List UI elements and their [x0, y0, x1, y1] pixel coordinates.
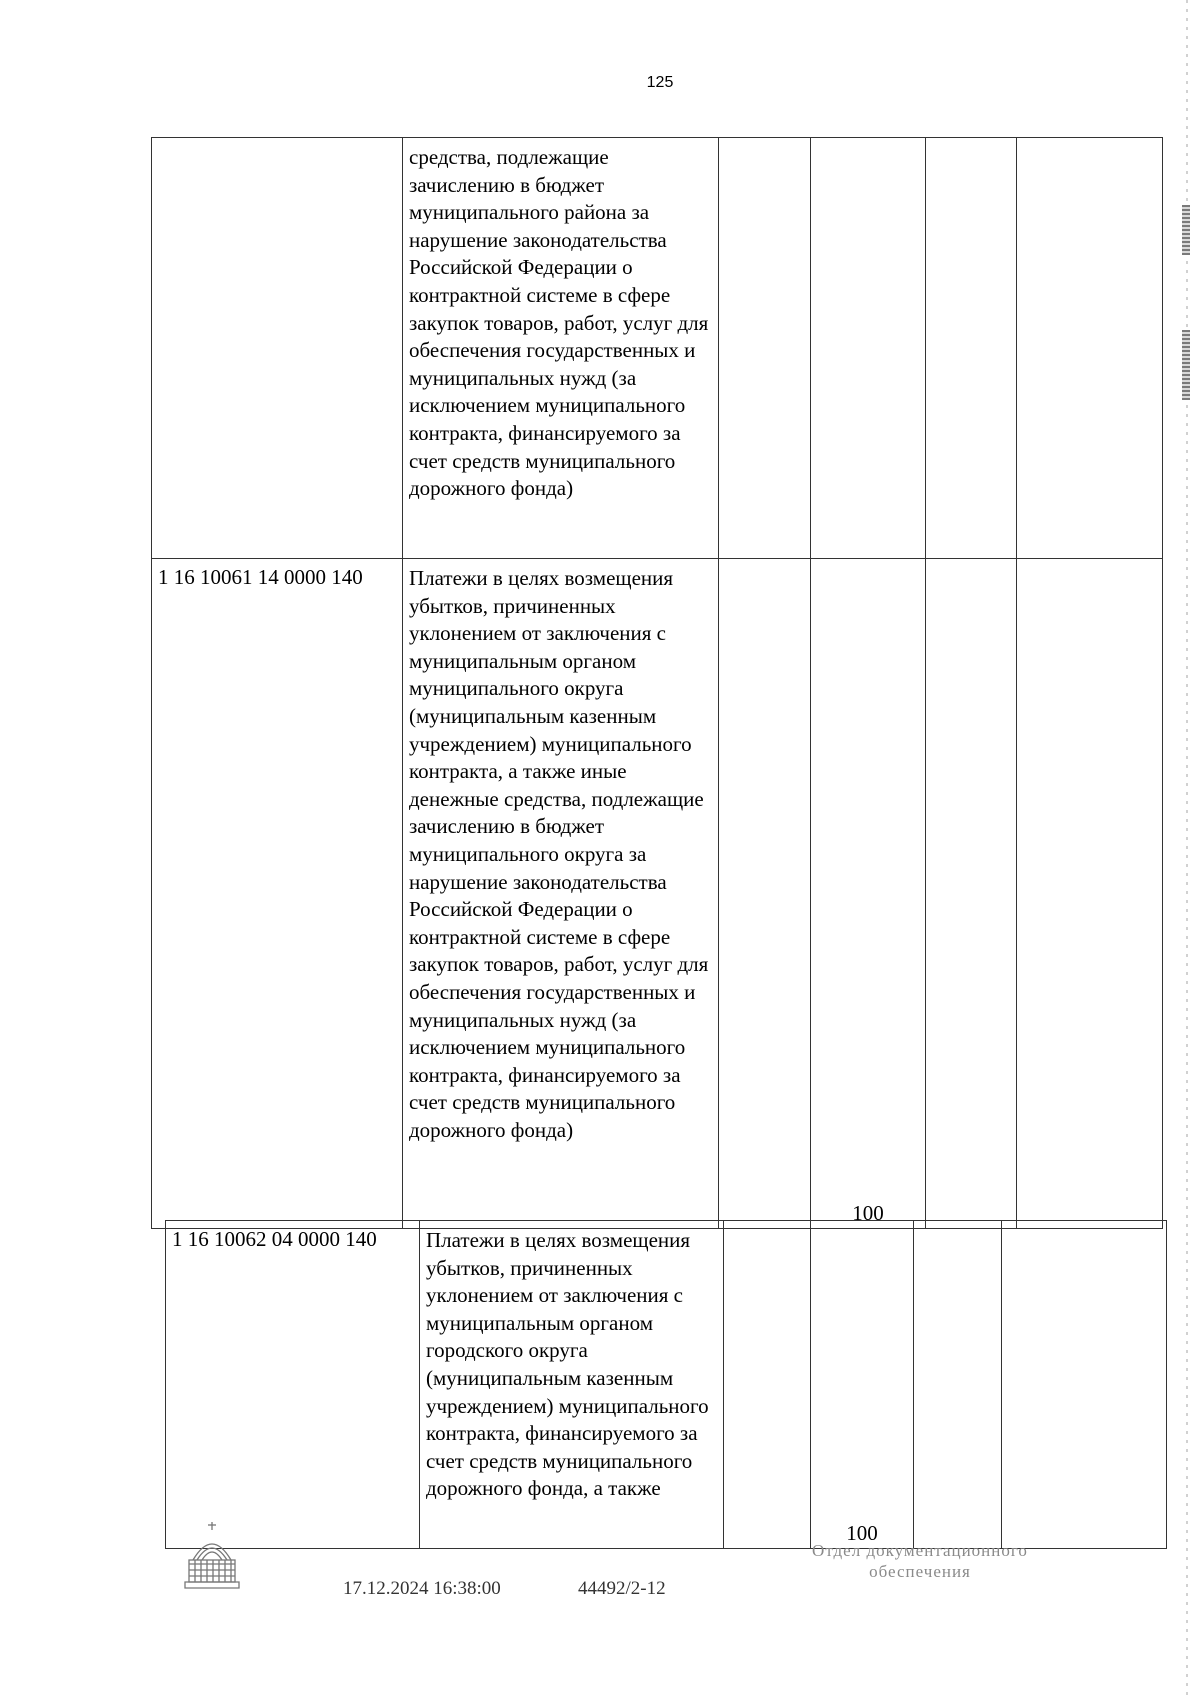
footer-registration-number: 44492/2-12	[578, 1578, 666, 1599]
value-cell	[1002, 1221, 1167, 1549]
table-row	[152, 138, 1163, 559]
table-row	[152, 559, 1163, 1229]
code-cell: 1 16 10062 04 0000 140	[166, 1221, 420, 1549]
value-cell	[811, 138, 926, 559]
description-cell: средства, подлежащие зачислению в бюджет муниципального района за нарушение законодательства Российской Федерации о контрактной системе в сфере закупок товаров, работ, услуг для обеспечения государственных и муниципальных нужд (за исключением муниципального контракта, финансируемого за счет средств муниципального дорожного фонда)	[403, 138, 719, 559]
code-cell	[152, 138, 403, 559]
table-row	[166, 1221, 1167, 1549]
emblem-stamp-icon	[181, 1520, 243, 1594]
scan-mark-artifact	[1182, 205, 1190, 255]
department-stamp-line: Отдел документационного	[812, 1541, 1028, 1560]
department-stamp	[790, 1540, 1050, 1582]
scan-mark-artifact	[1182, 330, 1190, 400]
footer-datetime: 17.12.2024 16:38:00	[343, 1578, 501, 1599]
description-cell: Платежи в целях возмещения убытков, причиненных уклонением от заключения с муниципальным органом муниципального округа (муниципальным казенным учреждением) муниципального контракта, а также иные денежные средства, подлежащие зачислению в бюджет муниципального округа за нарушение законодательства Российской Федерации о контрактной системе в сфере закупок товаров, работ, услуг для обеспечения государственных и муниципальных нужд (за исключением муниципального контракта, финансируемого за счет средств муниципального дорожного фонда)	[403, 559, 719, 1229]
budget-table-top	[151, 137, 1163, 1229]
department-stamp-line: обеспечения	[869, 1562, 971, 1581]
value-cell	[1017, 138, 1163, 559]
amount-cell: 100	[811, 559, 926, 1229]
value-cell	[724, 1221, 811, 1549]
description-cell: Платежи в целях возмещения убытков, причиненных уклонением от заключения с муниципальным органом городского округа (муниципальным казенным учреждением) муниципального контракта, финансируемого за счет средств муниципального дорожного фонда, а также	[420, 1221, 724, 1549]
value-cell	[719, 138, 811, 559]
value-cell	[719, 559, 811, 1229]
value-cell	[1017, 559, 1163, 1229]
value-cell	[926, 138, 1017, 559]
budget-table-bottom	[165, 1220, 1167, 1549]
page-number: 125	[646, 74, 674, 91]
amount-cell: 100	[811, 1221, 914, 1549]
value-cell	[926, 559, 1017, 1229]
value-cell	[914, 1221, 1002, 1549]
code-cell: 1 16 10061 14 0000 140	[152, 559, 403, 1229]
